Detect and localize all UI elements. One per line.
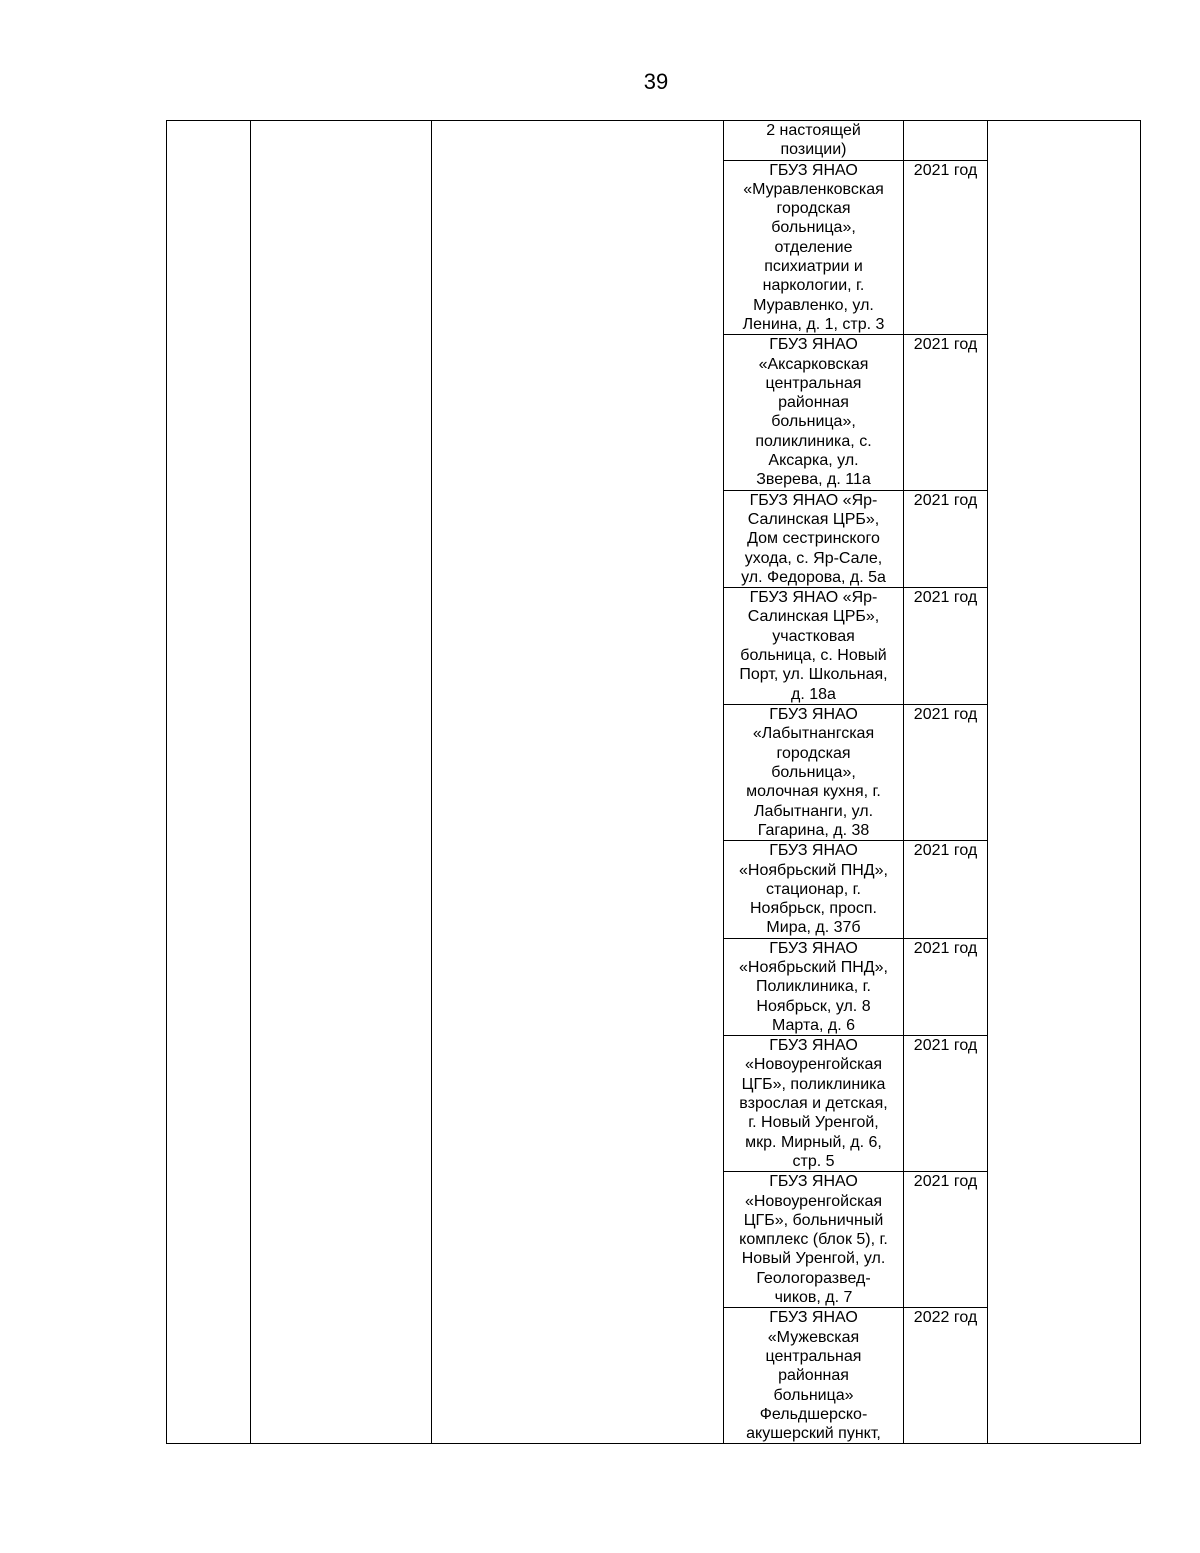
empty-cell bbox=[432, 1308, 724, 1444]
empty-cell bbox=[251, 160, 432, 335]
table-row bbox=[167, 705, 1141, 841]
year-cell: 2021 год bbox=[904, 588, 988, 705]
empty-cell bbox=[251, 938, 432, 1035]
year-cell: 2021 год bbox=[904, 1036, 988, 1172]
table-row bbox=[167, 121, 1141, 161]
empty-cell bbox=[988, 1172, 1141, 1308]
empty-cell bbox=[988, 588, 1141, 705]
facility-cell: ГБУЗ ЯНАО «Яр- Салинская ЦРБ», Дом сестринского ухода, с. Яр-Сале, ул. Федорова, д. 5а bbox=[724, 490, 904, 587]
year-cell: 2021 год bbox=[904, 490, 988, 587]
year-cell: 2022 год bbox=[904, 1308, 988, 1444]
table-row bbox=[167, 490, 1141, 587]
empty-cell bbox=[988, 121, 1141, 161]
empty-cell bbox=[988, 705, 1141, 841]
year-cell: 2021 год bbox=[904, 1172, 988, 1308]
empty-cell bbox=[432, 160, 724, 335]
empty-cell bbox=[988, 335, 1141, 490]
table-row bbox=[167, 588, 1141, 705]
year-cell: 2021 год bbox=[904, 938, 988, 1035]
table-row bbox=[167, 160, 1141, 335]
empty-cell bbox=[432, 705, 724, 841]
facility-cell: ГБУЗ ЯНАО «Новоуренгойская ЦГБ», больничный комплекс (блок 5), г. Новый Уренгой, ул. Геологоразвед- чиков, д. 7 bbox=[724, 1172, 904, 1308]
year-cell bbox=[904, 121, 988, 161]
year-cell: 2021 год bbox=[904, 160, 988, 335]
empty-cell bbox=[251, 705, 432, 841]
empty-cell bbox=[167, 1308, 251, 1444]
table-row bbox=[167, 1036, 1141, 1172]
facility-cell: ГБУЗ ЯНАО «Мужевская центральная районная больница» Фельдшерско- акушерский пункт, bbox=[724, 1308, 904, 1444]
empty-cell bbox=[988, 1308, 1141, 1444]
empty-cell bbox=[988, 841, 1141, 938]
facility-cell: ГБУЗ ЯНАО «Новоуренгойская ЦГБ», поликлиника взрослая и детская, г. Новый Уренгой, мкр. Мирный, д. 6, стр. 5 bbox=[724, 1036, 904, 1172]
empty-cell bbox=[251, 1172, 432, 1308]
facility-cell: ГБУЗ ЯНАО «Яр- Салинская ЦРБ», участковая больница, с. Новый Порт, ул. Школьная, д. 18а bbox=[724, 588, 904, 705]
facility-cell: ГБУЗ ЯНАО «Аксарковская центральная районная больница», поликлиника, с. Аксарка, ул. Зверева, д. 11а bbox=[724, 335, 904, 490]
empty-cell bbox=[167, 335, 251, 490]
empty-cell bbox=[167, 841, 251, 938]
empty-cell bbox=[167, 1036, 251, 1172]
facility-cell: 2 настоящей позиции) bbox=[724, 121, 904, 161]
empty-cell bbox=[251, 121, 432, 161]
empty-cell bbox=[432, 490, 724, 587]
empty-cell bbox=[167, 1172, 251, 1308]
empty-cell bbox=[251, 1308, 432, 1444]
empty-cell bbox=[167, 490, 251, 587]
facility-cell: ГБУЗ ЯНАО «Ноябрьский ПНД», Поликлиника, г. Ноябрьск, ул. 8 Марта, д. 6 bbox=[724, 938, 904, 1035]
empty-cell bbox=[432, 1036, 724, 1172]
empty-cell bbox=[167, 121, 251, 161]
empty-cell bbox=[251, 841, 432, 938]
empty-cell bbox=[988, 1036, 1141, 1172]
year-cell: 2021 год bbox=[904, 705, 988, 841]
year-cell: 2021 год bbox=[904, 335, 988, 490]
empty-cell bbox=[988, 490, 1141, 587]
empty-cell bbox=[167, 705, 251, 841]
empty-cell bbox=[432, 121, 724, 161]
facility-cell: ГБУЗ ЯНАО «Ноябрьский ПНД», стационар, г. Ноябрьск, просп. Мира, д. 37б bbox=[724, 841, 904, 938]
facility-cell: ГБУЗ ЯНАО «Муравленковская городская больница», отделение психиатрии и наркологии, г. Муравленко, ул. Ленина, д. 1, стр. 3 bbox=[724, 160, 904, 335]
table-row bbox=[167, 335, 1141, 490]
empty-cell bbox=[251, 335, 432, 490]
empty-cell bbox=[251, 1036, 432, 1172]
empty-cell bbox=[432, 938, 724, 1035]
empty-cell bbox=[167, 160, 251, 335]
empty-cell bbox=[432, 1172, 724, 1308]
empty-cell bbox=[432, 841, 724, 938]
facility-cell: ГБУЗ ЯНАО «Лабытнангская городская больница», молочная кухня, г. Лабытнанги, ул. Гагарина, д. 38 bbox=[724, 705, 904, 841]
empty-cell bbox=[251, 588, 432, 705]
table-row bbox=[167, 938, 1141, 1035]
empty-cell bbox=[988, 938, 1141, 1035]
empty-cell bbox=[167, 588, 251, 705]
empty-cell bbox=[251, 490, 432, 587]
table-row bbox=[167, 1172, 1141, 1308]
page-number: 39 bbox=[643, 69, 669, 94]
table-row bbox=[167, 1308, 1141, 1444]
empty-cell bbox=[988, 160, 1141, 335]
empty-cell bbox=[432, 588, 724, 705]
empty-cell bbox=[167, 938, 251, 1035]
year-cell: 2021 год bbox=[904, 841, 988, 938]
document-table bbox=[166, 120, 1141, 1444]
empty-cell bbox=[432, 335, 724, 490]
table-row bbox=[167, 841, 1141, 938]
